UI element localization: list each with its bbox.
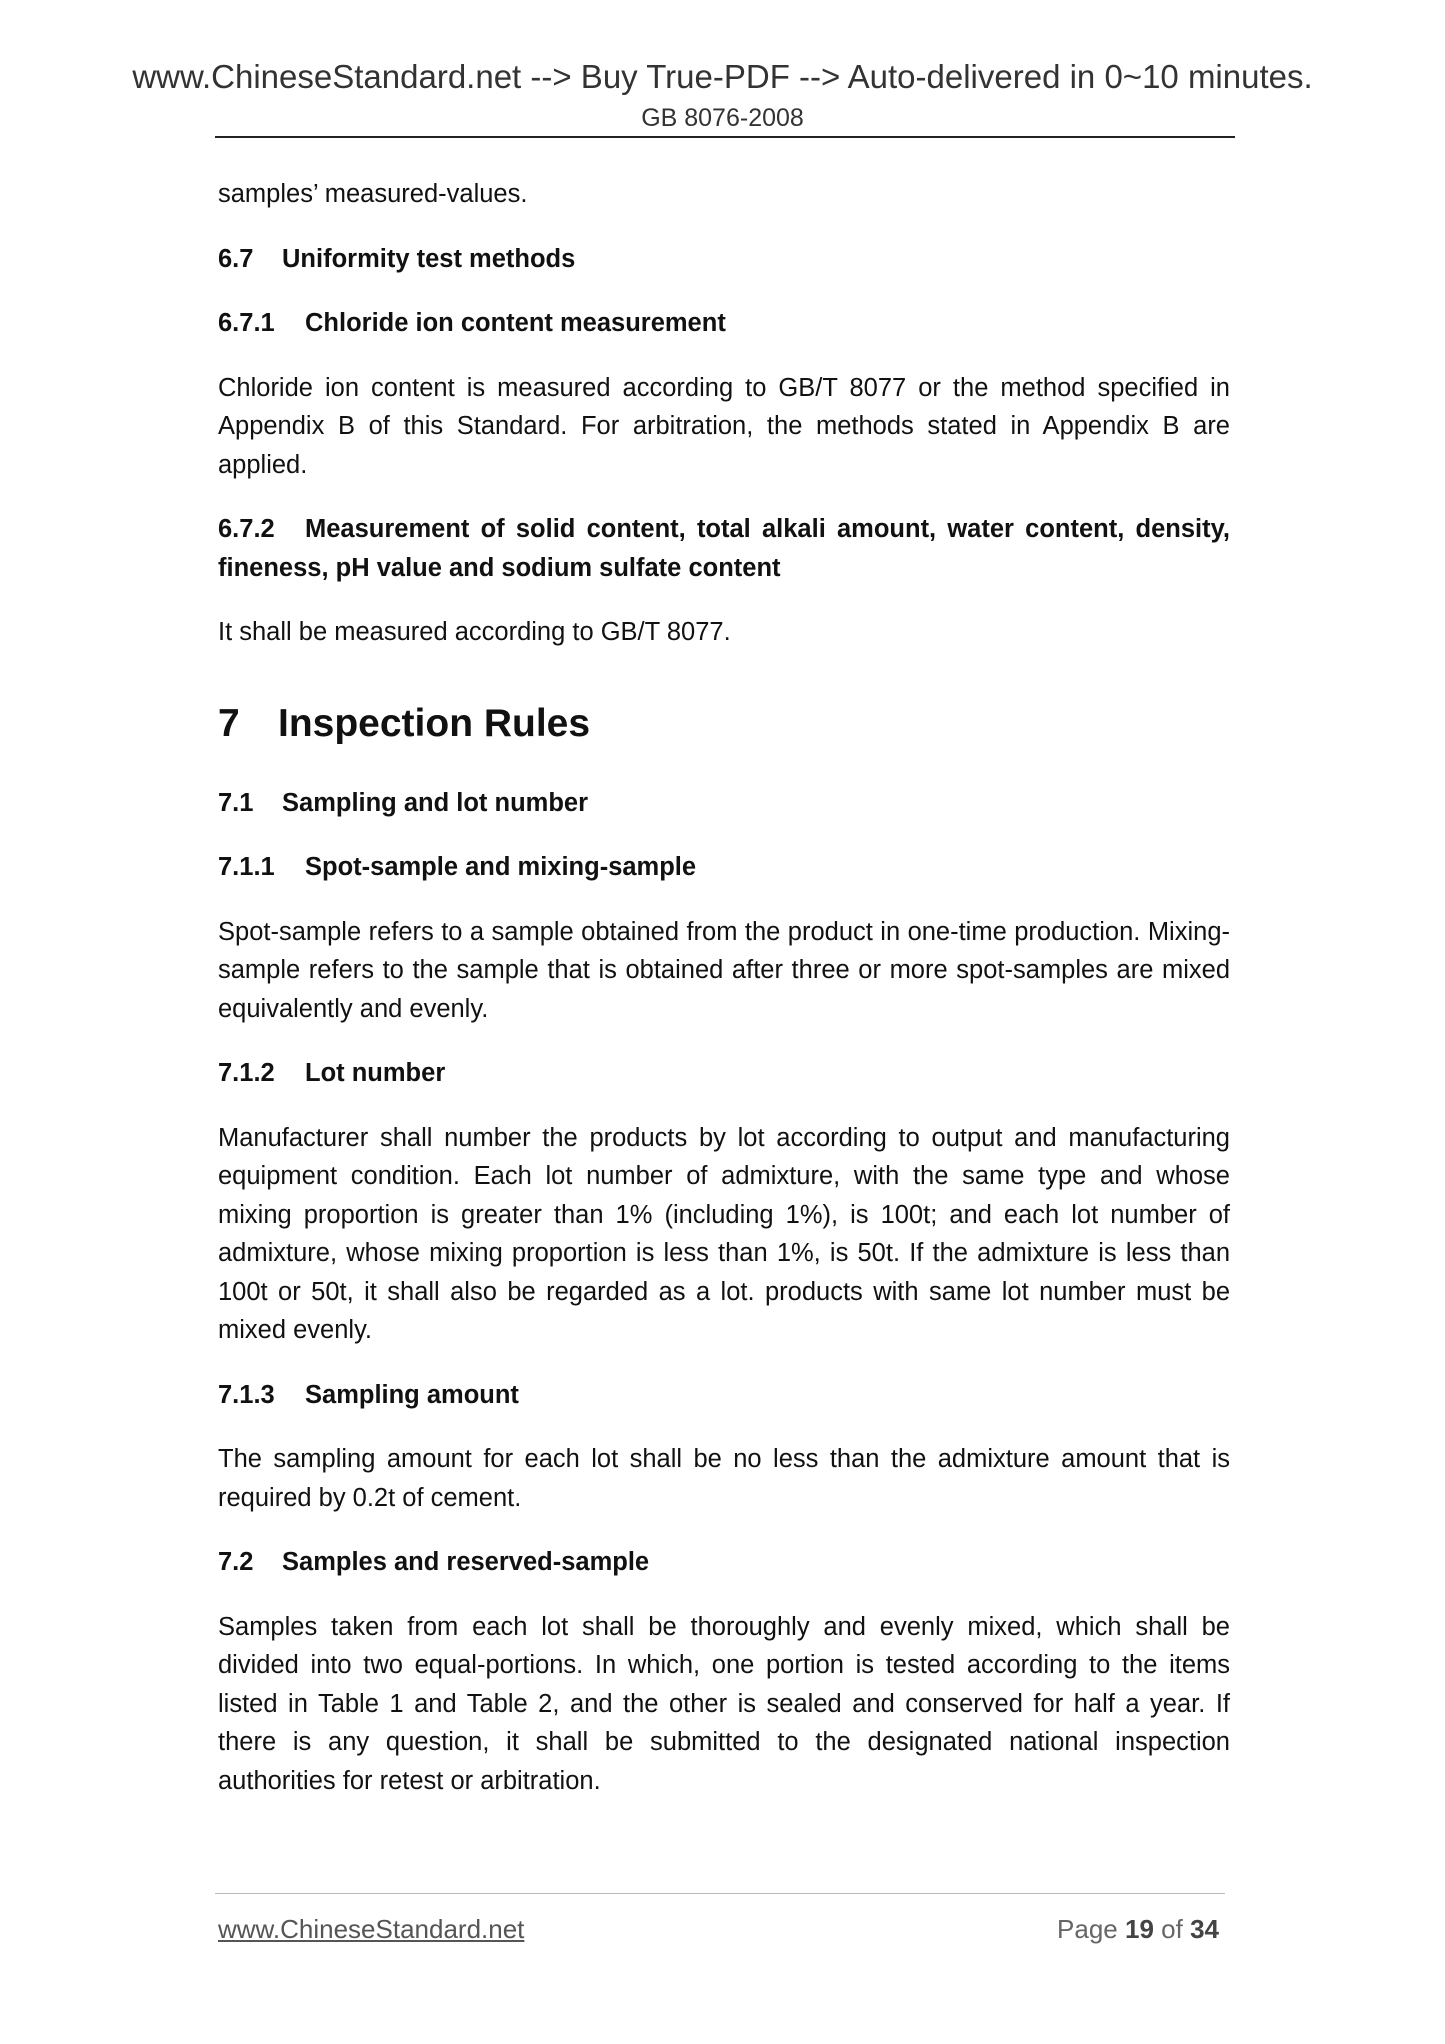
header-banner: www.ChineseStandard.net --> Buy True-PDF --> Auto-delivered in 0~10 minutes. xyxy=(132,58,1313,95)
header-divider xyxy=(215,136,1235,138)
section-7-1-3-text: The sampling amount for each lot shall be no less than the admixture amount that is required by 0.2t of cement. xyxy=(218,1445,1230,1512)
page-word: Page xyxy=(1057,1914,1118,1944)
section-6-7-1-heading xyxy=(218,304,1230,343)
page-current: 19 xyxy=(1125,1914,1154,1944)
section-7-2-heading xyxy=(218,1543,1230,1582)
of-word: of xyxy=(1161,1914,1183,1944)
section-7-1-2-text: Manufacturer shall number the products by lot according to output and manufacturing equipment condition. Each lot number of admixture, with the same type and whose mixing proportion is greater than 1% (including 1%), is 100t; and each lot number of admixture, whose mixing proportion is less than 1%, is 50t. If the admixture is less than 100t or 50t, it shall also be regarded as a lot. products with same lot number must be mixed evenly. xyxy=(218,1123,1230,1344)
section-title: Uniformity test methods xyxy=(282,244,576,273)
section-title: Sampling amount xyxy=(305,1380,519,1409)
document-body xyxy=(218,175,1230,1826)
page-indicator xyxy=(1057,1914,1219,1945)
section-number: 6.7 xyxy=(218,244,254,273)
section-6-7-2-text: It shall be measured according to GB/T 8077. xyxy=(218,618,731,646)
section-6-7-1-text: Chloride ion content is measured according to GB/T 8077 or the method specified in Appendix B of this Standard. For arbitration, the methods stated in Appendix B are applied. xyxy=(218,373,1230,479)
section-number: 6.7.2 xyxy=(218,515,275,543)
section-number: 7.1 xyxy=(218,788,254,817)
section-6-7-heading xyxy=(218,240,1230,279)
footer-divider xyxy=(215,1893,1225,1894)
page-total: 34 xyxy=(1190,1914,1219,1944)
section-number: 7.2 xyxy=(218,1548,254,1576)
section-number: 7.1.1 xyxy=(218,853,275,881)
footer-site-link[interactable]: www.ChineseStandard.net xyxy=(218,1914,525,1944)
section-7-1-3-heading xyxy=(218,1376,1230,1415)
section-number: 7 xyxy=(218,701,240,745)
section-7-1-1-text: Spot-sample refers to a sample obtained from the product in one-time production. Mixing-sample refers to the sample that is obtained after three or more spot-samples are mixed equivalently and evenly. xyxy=(218,917,1230,1023)
section-title: Spot-sample and mixing-sample xyxy=(305,853,697,881)
section-title: Inspection Rules xyxy=(278,701,591,745)
section-number: 7.1.3 xyxy=(218,1380,275,1409)
section-title: Sampling and lot number xyxy=(282,788,589,817)
section-number: 6.7.1 xyxy=(218,309,275,337)
section-6-7-2-heading xyxy=(218,510,1230,587)
section-title: Chloride ion content measurement xyxy=(305,309,726,337)
section-number: 7.1.2 xyxy=(218,1059,275,1087)
standard-code: GB 8076-2008 xyxy=(641,104,804,132)
continuation-text: samples’ measured-values. xyxy=(218,180,528,208)
section-title: Measurement of solid content, total alkali amount, water content, density, fineness, pH value and sodium sulfate content xyxy=(218,515,1230,582)
section-7-heading xyxy=(218,700,1230,748)
section-title: Samples and reserved-sample xyxy=(282,1548,650,1576)
section-title: Lot number xyxy=(305,1059,446,1087)
section-7-2-text: Samples taken from each lot shall be thoroughly and evenly mixed, which shall be divided into two equal-portions. In which, one portion is tested according to the items listed in Table 1 and Table 2, and the other is sealed and conserved for half a year. If there is any question, it shall be submitted to the designated national inspection authorities for retest or arbitration. xyxy=(218,1612,1230,1795)
section-7-1-1-heading xyxy=(218,848,1230,887)
section-7-1-2-heading xyxy=(218,1054,1230,1093)
section-7-1-heading xyxy=(218,784,1230,823)
